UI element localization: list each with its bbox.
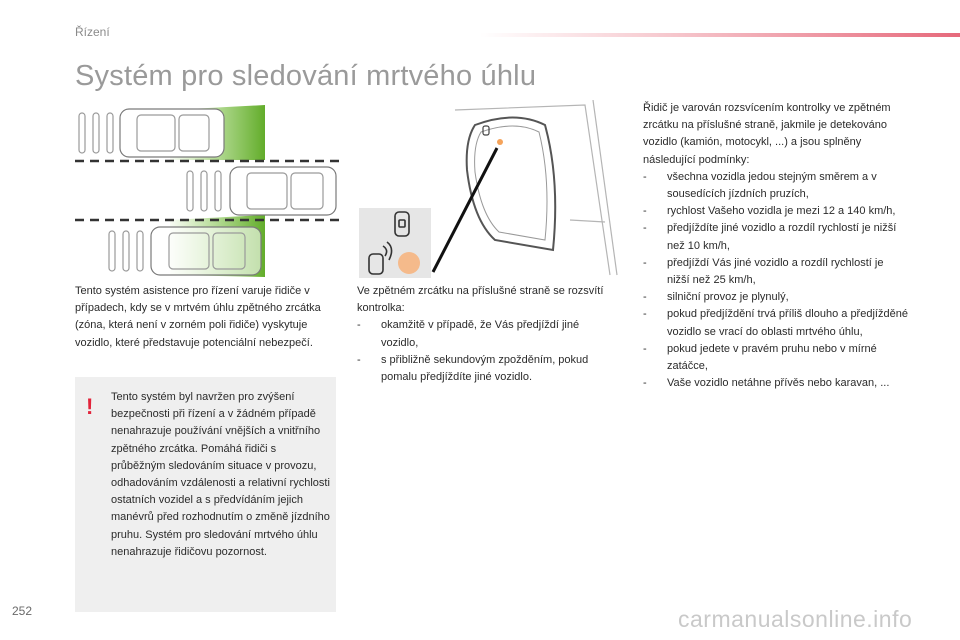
list-item: - okamžitě v případě, že Vás předjíždí jiné vozidlo, bbox=[357, 319, 580, 349]
list-item: - předjíždíte jiné vozidlo a rozdíl rychlostí je nižší než 10 km/h, bbox=[643, 222, 897, 252]
section-label: Řízení bbox=[75, 25, 110, 39]
intro-paragraph: Tento systém asistence pro řízení varuje řidiče v případech, kdy se v mrtvém úhlu zpětného zrcátka (zóna, která není v zorném poli řidiče) vyskytuje vozidlo, které představuje potenciální nebezpečí. bbox=[75, 285, 321, 349]
vehicle-bottom bbox=[109, 227, 261, 275]
list-item: - silniční provoz je plynulý, bbox=[643, 291, 789, 304]
list-item: - pokud předjíždění trvá příliš dlouho a předjížděné vozidlo se vrací do oblasti mrtvého úhlu, bbox=[643, 308, 908, 338]
header-accent-rule bbox=[480, 33, 960, 37]
list-item: - všechna vozidla jedou stejným směrem a v sousedících jízdních pruzích, bbox=[643, 170, 877, 201]
list-item: - předjíždí Vás jiné vozidlo a rozdíl rychlostí je nižší než 25 km/h, bbox=[643, 256, 884, 287]
page-title: Systém pro sledování mrtvého úhlu bbox=[75, 60, 537, 92]
list-item: - pokud jedete v pravém pruhu nebo v mírné zatáčce, bbox=[643, 342, 877, 373]
list-item: - s přibližně sekundovým zpožděním, pokud pomalu předjíždíte jiné vozidlo. bbox=[357, 353, 589, 384]
list-item: - rychlost Vašeho vozidla je mezi 12 a 140 km/h, bbox=[643, 205, 896, 218]
mirror-illustration bbox=[355, 100, 620, 280]
mirror-indicator-light bbox=[497, 139, 503, 145]
indicator-glow bbox=[398, 252, 420, 274]
conditions-paragraph: Řidič je varován rozsvícením kontrolky ve zpětném zrcátku na příslušné straně, jakmile je detekováno vozidlo (kamión, motocykl, ...) a jsou splněny následující podmínky: - všechna vozidla jedou stejným směrem a v sousedících jízdních pruzích, - rychlost Vašeho vozidla je mezi 12 a 140 km/h, - předjíždíte jiné vozidlo a rozdíl rychlostí je nižší než 10 km/h, - předjíždí Vás jiné vozidlo a rozdíl rychlostí je nižší než 25 km/h, - silniční provoz je plynulý, - pokud předjíždění trvá příliš dlouho a předjížděné vozidlo se vrací do oblasti mrtvého úhlu, - pokud jedete v pravém pruhu nebo v mírné zatáčce, - Vaše vozidlo netáhne přívěs nebo karavan, ... bbox=[643, 100, 908, 392]
page-number: 252 bbox=[12, 604, 33, 618]
vehicle-middle bbox=[187, 167, 336, 215]
warning-exclamation-icon: ! bbox=[86, 394, 94, 419]
mirror-paragraph: Ve zpětném zrcátku na příslušné straně se rozsvítí kontrolka: - okamžitě v případě, že Vás předjíždí jiné vozidlo, - s přibližně sekundovým zpožděním, pokud pomalu předjíždíte jiné vozidlo. bbox=[357, 283, 619, 386]
vehicle-top bbox=[79, 109, 224, 157]
watermark: carmanualsonline.info bbox=[678, 606, 913, 632]
warning-text: Tento systém byl navržen pro zvýšení bezpečnosti při řízení a v žádném případě nenahrazuje používání vnějších a vnitřního zpětného zrcátka. Pomáhá řidiči s průběžným sledováním situace v provozu, odhadováním vzdálenosti a relativní rychlosti ostatních vozidel a s předvídáním jejich manévrů před rozhodnutím o změně jízdního pruhu. Systém pro sledování mrtvého úhlu nenahrazuje řidičovu pozornost. bbox=[111, 391, 330, 558]
list-item: - Vaše vozidlo netáhne přívěs nebo karavan, ... bbox=[643, 377, 890, 390]
blind-spot-illustration bbox=[75, 105, 340, 280]
